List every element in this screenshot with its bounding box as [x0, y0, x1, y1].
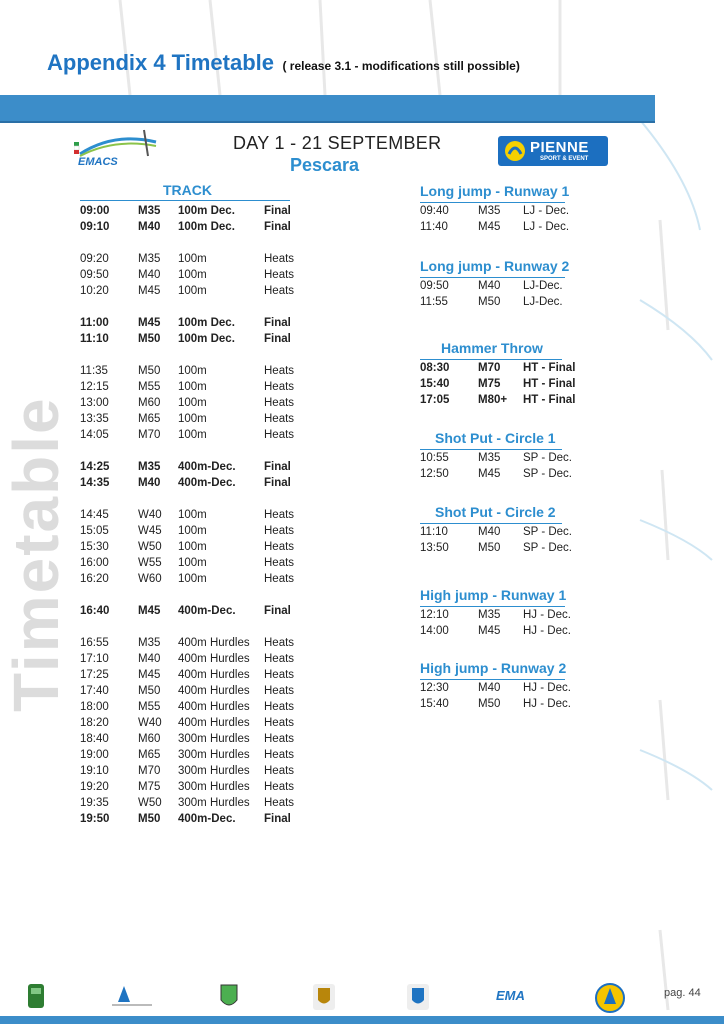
track-row [80, 573, 310, 589]
track-round: Heats [264, 269, 295, 281]
track-category: M35 [138, 637, 161, 649]
field-heading-underline [420, 202, 565, 203]
track-time: 09:20 [80, 253, 109, 265]
field-heading: Long jump - Runway 1 [420, 183, 570, 199]
track-category: M45 [138, 605, 161, 617]
track-category: M35 [138, 253, 161, 265]
track-round: Final [264, 221, 291, 233]
city-crest-1-icon [218, 982, 240, 1012]
field-time: 09:40 [420, 205, 449, 217]
track-round: Final [264, 205, 291, 217]
track-event: 100m [178, 381, 207, 393]
track-time: 14:25 [80, 461, 110, 473]
track-event: 100m [178, 509, 207, 521]
track-round: Heats [264, 381, 295, 393]
track-category: M40 [138, 653, 161, 665]
field-event: SP - Dec. [523, 542, 572, 554]
track-round: Heats [264, 509, 295, 521]
pienne-name: PIENNE [530, 139, 589, 156]
track-round: Heats [264, 285, 295, 297]
track-heading-underline [80, 200, 290, 201]
track-event: 300m Hurdles [178, 797, 250, 809]
field-row [420, 452, 600, 468]
track-time: 16:00 [80, 557, 109, 569]
track-row [80, 653, 310, 669]
track-event: 400m Hurdles [178, 653, 250, 665]
track-round: Final [264, 813, 291, 825]
field-category: M50 [478, 296, 501, 308]
field-category: M35 [478, 452, 501, 464]
city-title: Pescara [290, 155, 360, 175]
track-event: 100m Dec. [178, 205, 235, 217]
track-row [80, 525, 310, 541]
track-category: M65 [138, 413, 161, 425]
track-row [80, 797, 310, 813]
field-heading: Hammer Throw [441, 340, 543, 356]
track-category: M65 [138, 749, 161, 761]
track-row [80, 365, 310, 381]
track-row [80, 717, 310, 733]
track-time: 17:40 [80, 685, 109, 697]
field-row [420, 205, 600, 221]
field-time: 13:50 [420, 542, 449, 554]
track-category: M50 [138, 813, 161, 825]
track-time: 19:50 [80, 813, 110, 825]
header-band [0, 95, 655, 123]
track-event: 100m [178, 541, 207, 553]
track-heading: TRACK [163, 182, 212, 198]
field-event: HJ - Dec. [523, 698, 571, 710]
track-row [80, 285, 310, 301]
track-round: Final [264, 333, 291, 345]
track-event: 400m Hurdles [178, 717, 250, 729]
track-row [80, 813, 310, 829]
track-row [80, 317, 310, 333]
field-heading-underline [420, 606, 565, 607]
track-round: Heats [264, 253, 295, 265]
field-event: HJ - Dec. [523, 609, 571, 621]
field-row [420, 362, 600, 378]
track-event: 400m Hurdles [178, 637, 250, 649]
track-time: 13:35 [80, 413, 109, 425]
field-row [420, 625, 600, 641]
track-event: 400m-Dec. [178, 605, 236, 617]
track-row [80, 381, 310, 397]
field-event: HJ - Dec. [523, 682, 571, 694]
track-round: Heats [264, 541, 295, 553]
track-category: M50 [138, 685, 161, 697]
field-heading: High jump - Runway 1 [420, 587, 567, 603]
field-category: M50 [478, 542, 501, 554]
track-row [80, 477, 310, 493]
track-time: 09:10 [80, 221, 110, 233]
field-time: 10:55 [420, 452, 449, 464]
field-event: SP - Dec. [523, 526, 572, 538]
track-row [80, 509, 310, 525]
field-event: HJ - Dec. [523, 625, 571, 637]
track-round: Heats [264, 557, 295, 569]
field-time: 11:10 [420, 526, 448, 538]
track-round: Final [264, 477, 291, 489]
track-row [80, 701, 310, 717]
track-time: 11:00 [80, 317, 109, 329]
city-crest-2-icon [310, 982, 338, 1012]
field-row [420, 609, 600, 625]
track-category: W40 [138, 717, 162, 729]
track-time: 18:20 [80, 717, 109, 729]
field-time: 17:05 [420, 394, 450, 406]
emacs-logo-text: EMACS [78, 156, 118, 168]
track-row [80, 749, 310, 765]
track-category: M45 [138, 285, 161, 297]
field-row [420, 296, 600, 312]
field-heading-underline [420, 359, 562, 360]
track-round: Heats [264, 749, 295, 761]
track-category: M50 [138, 333, 161, 345]
track-round: Heats [264, 525, 295, 537]
field-heading: Shot Put - Circle 1 [435, 430, 556, 446]
field-row [420, 280, 600, 296]
track-time: 12:15 [80, 381, 109, 393]
field-category: M40 [478, 280, 501, 292]
track-category: W55 [138, 557, 162, 569]
track-time: 11:10 [80, 333, 109, 345]
track-row [80, 429, 310, 445]
track-row [80, 557, 310, 573]
track-event: 400m Hurdles [178, 701, 250, 713]
city-crest-3-icon [404, 982, 432, 1012]
track-category: M75 [138, 781, 161, 793]
field-row [420, 468, 600, 484]
field-category: M75 [478, 378, 501, 390]
track-row [80, 397, 310, 413]
track-row [80, 413, 310, 429]
track-event: 300m Hurdles [178, 781, 250, 793]
field-category: M45 [478, 625, 501, 637]
track-event: 400m-Dec. [178, 461, 236, 473]
field-row [420, 221, 600, 237]
track-time: 10:20 [80, 285, 109, 297]
track-category: M70 [138, 429, 161, 441]
track-row [80, 637, 310, 653]
track-round: Heats [264, 717, 295, 729]
pienne-sub: SPORT & EVENT [540, 156, 589, 162]
track-round: Heats [264, 781, 295, 793]
field-row [420, 526, 600, 542]
field-row [420, 378, 600, 394]
title-main: Appendix 4 Timetable [47, 50, 274, 75]
field-event: HT - Final [523, 394, 576, 406]
track-category: W40 [138, 509, 162, 521]
track-event: 400m-Dec. [178, 813, 236, 825]
field-category: M80+ [478, 394, 508, 406]
track-round: Final [264, 461, 291, 473]
track-round: Heats [264, 685, 295, 697]
track-row [80, 461, 310, 477]
track-time: 19:00 [80, 749, 109, 761]
track-time: 18:40 [80, 733, 109, 745]
track-time: 15:05 [80, 525, 109, 537]
pienne-mark-icon [503, 140, 527, 162]
track-category: W45 [138, 525, 162, 537]
track-category: M45 [138, 669, 161, 681]
track-time: 18:00 [80, 701, 109, 713]
track-category: W60 [138, 573, 162, 585]
track-category: W50 [138, 541, 162, 553]
field-time: 09:50 [420, 280, 449, 292]
track-time: 14:45 [80, 509, 109, 521]
field-heading: Shot Put - Circle 2 [435, 504, 556, 520]
track-time: 14:35 [80, 477, 110, 489]
track-category: M70 [138, 765, 161, 777]
track-category: W50 [138, 797, 162, 809]
track-round: Heats [264, 733, 295, 745]
pienne-logo [498, 136, 608, 166]
field-heading: High jump - Runway 2 [420, 660, 567, 676]
side-label: Timetable [0, 396, 72, 712]
track-row [80, 253, 310, 269]
field-category: M45 [478, 221, 501, 233]
track-time: 17:25 [80, 669, 109, 681]
ema-logo: EMA [496, 988, 525, 1003]
track-row [80, 205, 310, 221]
field-event: LJ-Dec. [523, 280, 563, 292]
abruzzo-region-icon [26, 982, 46, 1010]
track-event: 100m Dec. [178, 333, 235, 345]
track-event: 100m [178, 269, 207, 281]
track-event: 100m [178, 413, 207, 425]
track-row [80, 541, 310, 557]
track-event: 100m [178, 429, 207, 441]
field-time: 12:50 [420, 468, 449, 480]
track-event: 100m [178, 285, 207, 297]
field-event: HT - Final [523, 362, 576, 374]
field-heading-underline [420, 523, 562, 524]
track-time: 19:35 [80, 797, 109, 809]
track-event: 100m Dec. [178, 221, 235, 233]
track-round: Heats [264, 397, 295, 409]
track-event: 100m [178, 557, 207, 569]
track-category: M45 [138, 317, 161, 329]
track-time: 16:20 [80, 573, 109, 585]
track-row [80, 685, 310, 701]
track-category: M55 [138, 381, 161, 393]
field-category: M45 [478, 468, 501, 480]
track-time: 11:35 [80, 365, 108, 377]
sailing-club-logo-icon [594, 982, 626, 1014]
day-title: DAY 1 - 21 SEPTEMBER [233, 133, 442, 153]
track-event: 100m Dec. [178, 317, 235, 329]
field-row [420, 542, 600, 558]
field-time: 11:55 [420, 296, 448, 308]
page-number: pag. 44 [664, 987, 701, 999]
track-event: 100m [178, 253, 207, 265]
field-category: M40 [478, 682, 501, 694]
field-heading-underline [420, 277, 565, 278]
track-time: 19:10 [80, 765, 109, 777]
track-round: Heats [264, 365, 295, 377]
track-round: Heats [264, 653, 295, 665]
track-event: 300m Hurdles [178, 733, 250, 745]
track-round: Heats [264, 413, 295, 425]
field-category: M35 [478, 205, 501, 217]
track-row [80, 765, 310, 781]
track-event: 100m [178, 365, 207, 377]
field-category: M70 [478, 362, 501, 374]
field-event: LJ-Dec. [523, 296, 563, 308]
page-title [47, 50, 520, 76]
track-event: 400m Hurdles [178, 685, 250, 697]
field-category: M40 [478, 526, 501, 538]
track-event: 100m [178, 573, 207, 585]
track-event: 400m-Dec. [178, 477, 236, 489]
field-time: 08:30 [420, 362, 450, 374]
emacs-logo [74, 128, 164, 170]
field-event: LJ - Dec. [523, 221, 570, 233]
track-round: Heats [264, 429, 295, 441]
field-event: SP - Dec. [523, 468, 572, 480]
track-event: 300m Hurdles [178, 765, 250, 777]
track-category: M50 [138, 365, 161, 377]
track-category: M40 [138, 477, 161, 489]
track-category: M35 [138, 205, 161, 217]
track-round: Final [264, 605, 291, 617]
track-row [80, 269, 310, 285]
track-event: 100m [178, 525, 207, 537]
track-event: 100m [178, 397, 207, 409]
field-heading-underline [420, 679, 565, 680]
track-event: 300m Hurdles [178, 749, 250, 761]
track-category: M60 [138, 397, 161, 409]
field-time: 12:10 [420, 609, 449, 621]
track-time: 09:50 [80, 269, 109, 281]
track-event: 400m Hurdles [178, 669, 250, 681]
track-round: Heats [264, 797, 295, 809]
field-row [420, 682, 600, 698]
track-time: 16:55 [80, 637, 109, 649]
track-category: M35 [138, 461, 161, 473]
track-category: M60 [138, 733, 161, 745]
track-time: 16:40 [80, 605, 110, 617]
track-round: Heats [264, 637, 295, 649]
track-row [80, 333, 310, 349]
field-time: 12:30 [420, 682, 449, 694]
track-time: 14:05 [80, 429, 109, 441]
field-event: SP - Dec. [523, 452, 572, 464]
track-round: Heats [264, 765, 295, 777]
field-row [420, 394, 600, 410]
track-row [80, 781, 310, 797]
federation-logo-icon [110, 982, 154, 1010]
track-row [80, 669, 310, 685]
field-category: M50 [478, 698, 501, 710]
track-row [80, 605, 310, 621]
track-time: 15:30 [80, 541, 109, 553]
field-time: 14:00 [420, 625, 449, 637]
track-time: 09:00 [80, 205, 110, 217]
track-time: 13:00 [80, 397, 109, 409]
track-round: Heats [264, 701, 295, 713]
track-row [80, 221, 310, 237]
field-time: 15:40 [420, 698, 449, 710]
field-heading-underline [420, 449, 562, 450]
track-round: Final [264, 317, 291, 329]
track-category: M55 [138, 701, 161, 713]
field-time: 11:40 [420, 221, 448, 233]
field-row [420, 698, 600, 714]
track-round: Heats [264, 669, 295, 681]
bottom-band [0, 1016, 724, 1024]
title-subtitle: ( release 3.1 - modifications still possible) [282, 59, 520, 73]
track-round: Heats [264, 573, 295, 585]
track-category: M40 [138, 269, 161, 281]
field-time: 15:40 [420, 378, 450, 390]
field-event: HT - Final [523, 378, 576, 390]
track-time: 19:20 [80, 781, 109, 793]
field-category: M35 [478, 609, 501, 621]
track-category: M40 [138, 221, 161, 233]
track-time: 17:10 [80, 653, 109, 665]
track-row [80, 733, 310, 749]
field-heading: Long jump - Runway 2 [420, 258, 570, 274]
field-event: LJ - Dec. [523, 205, 570, 217]
